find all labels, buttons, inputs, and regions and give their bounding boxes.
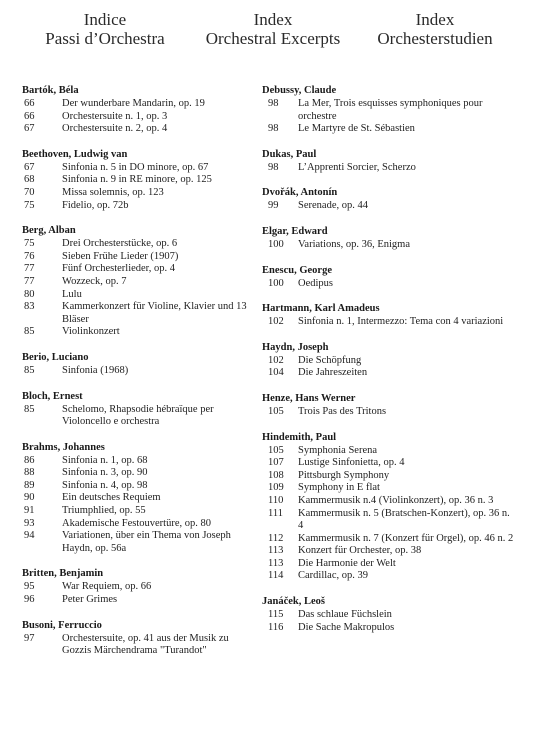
composer-entry [22, 148, 260, 212]
composer-name: Enescu, George [262, 264, 332, 276]
page-number: 109 [268, 482, 284, 494]
page-number: 100 [268, 277, 284, 289]
work-row [262, 355, 517, 368]
work-title: Serenade, op. 44 [298, 200, 368, 212]
work-row [262, 239, 517, 252]
page-number: 67 [24, 161, 35, 173]
work-row [262, 622, 517, 635]
page-number: 77 [24, 275, 35, 287]
composer-entry [22, 84, 260, 136]
work-title: Symphonia Serena [298, 444, 378, 456]
work-row [22, 404, 260, 429]
work-title: Missa solemnis, op. 123 [62, 186, 164, 198]
composer-entry [22, 567, 260, 606]
work-row [22, 263, 260, 276]
page-number: 70 [24, 186, 35, 198]
work-row [22, 98, 260, 111]
composer-name: Dukas, Paul [262, 148, 317, 160]
composer-entry [262, 302, 517, 329]
page-number: 100 [268, 238, 284, 250]
work-title: Sinfonia n. 3, op. 90 [62, 467, 148, 479]
page-number: 111 [268, 507, 283, 519]
work-row [262, 558, 517, 571]
work-row [22, 289, 260, 302]
page-number: 77 [24, 263, 35, 275]
page-number: 94 [24, 530, 35, 542]
work-row [22, 365, 260, 378]
page-number: 90 [24, 492, 35, 504]
work-row [22, 187, 260, 200]
work-row [262, 482, 517, 495]
work-row [22, 111, 260, 124]
composer-entry [262, 84, 517, 136]
work-title: Die Sache Makropulos [298, 621, 395, 633]
composer-entry [262, 148, 517, 175]
composer-name: Bloch, Ernest [22, 390, 83, 402]
page-number: 110 [268, 494, 284, 506]
composer-name: Berg, Alban [22, 225, 76, 237]
page-number: 98 [268, 98, 279, 109]
work-title: Wozzeck, op. 7 [62, 275, 127, 287]
composer-entry [262, 264, 517, 291]
work-row [262, 445, 517, 458]
composer-entry [262, 225, 517, 252]
page-number: 67 [24, 123, 35, 135]
work-row [262, 406, 517, 419]
work-title: Triumphlied, op. 55 [62, 505, 146, 517]
composer-name: Bartók, Béla [22, 85, 79, 96]
work-title: Akademische Festouvertüre, op. 80 [62, 517, 212, 529]
work-row [262, 123, 517, 136]
page-number: 68 [24, 174, 35, 186]
page-number: 102 [268, 316, 284, 328]
composer-name: Henze, Hans Werner [262, 392, 356, 404]
work-row [22, 581, 260, 594]
work-title: Orchestersuite n. 1, op. 3 [62, 110, 168, 122]
composer-entry [262, 431, 517, 584]
composer-entry [22, 390, 260, 429]
work-title: Violinkonzert [62, 326, 120, 338]
page-number: 113 [268, 557, 284, 569]
page-number: 93 [24, 517, 35, 529]
work-title: Lustige Sinfonietta, op. 4 [298, 457, 405, 469]
header-german-line1: Index [415, 10, 455, 29]
composer-name: Busoni, Ferruccio [22, 619, 102, 631]
work-title: Kammermusik n. 5 (Bratschen-Konzert), op. 36 n. 4 [298, 507, 510, 532]
composer-name: Haydn, Joseph [262, 341, 329, 353]
composer-name: Dvořák, Antonín [262, 187, 338, 199]
page-number: 83 [24, 301, 35, 313]
work-title: Variations, op. 36, Enigma [298, 238, 410, 250]
work-title: Symphony in E flat [298, 482, 380, 494]
page-number: 108 [268, 469, 284, 481]
page-number: 112 [268, 532, 284, 544]
work-title: War Requiem, op. 66 [62, 581, 152, 593]
page-number: 98 [268, 123, 279, 135]
work-title: Fünf Orchesterlieder, op. 4 [62, 263, 176, 275]
work-row [22, 123, 260, 136]
composer-name: Beethoven, Ludwig van [22, 148, 128, 160]
work-title: Das schlaue Füchslein [298, 609, 392, 621]
header-english-line2: Orchestral Excerpts [205, 29, 341, 48]
header-english [193, 10, 353, 48]
work-title: Orchestersuite, op. 41 aus der Musik zu Gozzis Märchendrama "Turandot" [62, 632, 229, 657]
work-row [22, 200, 260, 213]
work-title: Konzert für Orchester, op. 38 [298, 545, 422, 557]
composer-entry [262, 595, 517, 634]
page-number: 66 [24, 98, 35, 109]
page-number: 97 [24, 632, 35, 644]
work-title: Sieben Frühe Lieder (1907) [62, 250, 179, 262]
composer-name: Berio, Luciano [22, 351, 89, 363]
work-title: Der wunderbare Mandarin, op. 19 [62, 98, 205, 109]
work-row [262, 470, 517, 483]
page-number: 85 [24, 326, 35, 338]
page-number: 114 [268, 570, 284, 582]
work-title: Drei Orchesterstücke, op. 6 [62, 238, 178, 250]
page-number: 88 [24, 467, 35, 479]
work-row [22, 467, 260, 480]
composer-name: Hindemith, Paul [262, 431, 337, 443]
composer-entry [22, 619, 260, 658]
header-italian [30, 10, 180, 48]
work-row [22, 505, 260, 518]
work-title: Le Martyre de St. Sébastien [298, 123, 415, 135]
work-row [22, 326, 260, 339]
page-number: 85 [24, 364, 35, 376]
work-row [262, 278, 517, 291]
work-title: L’Apprenti Sorcier, Scherzo [298, 161, 416, 173]
header-english-line1: Index [253, 10, 293, 29]
composer-name: Elgar, Edward [262, 225, 328, 237]
work-row [22, 480, 260, 493]
work-row [22, 162, 260, 175]
page-number: 105 [268, 444, 284, 456]
work-title: Sinfonia n. 5 in DO minore, op. 67 [62, 161, 209, 173]
composer-name: Hartmann, Karl Amadeus [262, 303, 380, 315]
work-title: Variationen, über ein Thema von Joseph Haydn, op. 56a [62, 530, 231, 554]
work-title: Schelomo, Rhapsodie hébraïque per Violoncello e orchestra [62, 403, 214, 428]
composer-entry [22, 441, 260, 556]
page-number: 96 [24, 594, 35, 606]
composer-name: Britten, Benjamin [22, 568, 104, 580]
work-row [22, 301, 260, 326]
work-title: Sinfonia n. 1, op. 68 [62, 454, 148, 466]
work-title: Sinfonia (1968) [62, 364, 129, 376]
page-number: 85 [24, 403, 35, 415]
work-row [262, 457, 517, 470]
page-number: 66 [24, 110, 35, 122]
work-title: Die Harmonie der Welt [298, 557, 396, 569]
work-row [22, 238, 260, 251]
work-row [262, 200, 517, 213]
page-number: 75 [24, 238, 35, 250]
composer-name: Debussy, Claude [262, 85, 337, 96]
header-italian-line2: Passi d’Orchestra [45, 29, 165, 48]
work-title: Sinfonia n. 1, Intermezzo: Tema con 4 variazioni [298, 316, 504, 328]
work-row [262, 495, 517, 508]
work-row [22, 594, 260, 607]
work-row [262, 98, 517, 123]
index-right-column [262, 84, 517, 646]
page-number: 80 [24, 288, 35, 300]
header-german-line2: Orchesterstudien [377, 29, 493, 48]
work-row [22, 174, 260, 187]
work-row [262, 162, 517, 175]
work-row [22, 530, 260, 555]
page-number: 95 [24, 581, 35, 593]
work-title: Fidelio, op. 72b [62, 199, 129, 211]
work-title: Kammerkonzert für Violine, Klavier und 13 Bläser [62, 301, 247, 325]
work-row [262, 508, 517, 533]
work-title: Oedipus [298, 277, 333, 289]
header-italian-line1: Indice [83, 10, 127, 29]
composer-entry [262, 341, 517, 380]
work-row [22, 492, 260, 505]
composer-entry [22, 351, 260, 378]
page-number: 104 [268, 367, 284, 379]
work-title: Lulu [62, 288, 82, 300]
work-row [22, 518, 260, 531]
work-row [22, 455, 260, 468]
composer-entry [262, 186, 517, 213]
work-title: Sinfonia n. 9 in RE minore, op. 125 [62, 174, 212, 186]
work-title: Orchestersuite n. 2, op. 4 [62, 123, 168, 135]
work-row [22, 633, 260, 658]
work-title: Trois Pas des Tritons [298, 405, 387, 417]
composer-name: Janáček, Leoš [262, 596, 325, 608]
work-row [262, 367, 517, 380]
work-row [22, 276, 260, 289]
work-row [262, 533, 517, 546]
page-number: 89 [24, 479, 35, 491]
page-number: 115 [268, 609, 284, 621]
work-title: Sinfonia n. 4, op. 98 [62, 479, 148, 491]
page-number: 105 [268, 405, 284, 417]
page-number: 107 [268, 457, 284, 469]
work-row [22, 251, 260, 264]
page-number: 91 [24, 505, 35, 517]
work-row [262, 545, 517, 558]
composer-entry [262, 392, 517, 419]
page-number: 99 [268, 200, 279, 212]
work-row [262, 609, 517, 622]
header-german [365, 10, 505, 48]
page-number: 116 [268, 621, 284, 633]
work-title: Kammermusik n.4 (Violinkonzert), op. 36 n. 3 [298, 494, 494, 506]
work-title: La Mer, Trois esquisses symphoniques pour orchestre [298, 98, 483, 122]
work-title: Die Jahreszeiten [298, 367, 368, 379]
composer-name: Brahms, Johannes [22, 441, 105, 453]
work-title: Pittsburgh Symphony [298, 469, 390, 481]
composer-entry [22, 224, 260, 339]
work-title: Die Schöpfung [298, 354, 362, 366]
page-number: 76 [24, 250, 35, 262]
page-number: 102 [268, 354, 284, 366]
work-title: Peter Grimes [62, 594, 118, 606]
index-left-column [22, 84, 260, 670]
work-row [262, 570, 517, 583]
work-title: Cardillac, op. 39 [298, 570, 368, 582]
page-number: 98 [268, 161, 279, 173]
page-number: 113 [268, 545, 284, 557]
page-number: 75 [24, 199, 35, 211]
work-title: Kammermusik n. 7 (Konzert für Orgel), op. 46 n. 2 [298, 532, 514, 544]
work-title: Ein deutsches Requiem [62, 492, 161, 504]
work-row [262, 316, 517, 329]
page-number: 86 [24, 454, 35, 466]
